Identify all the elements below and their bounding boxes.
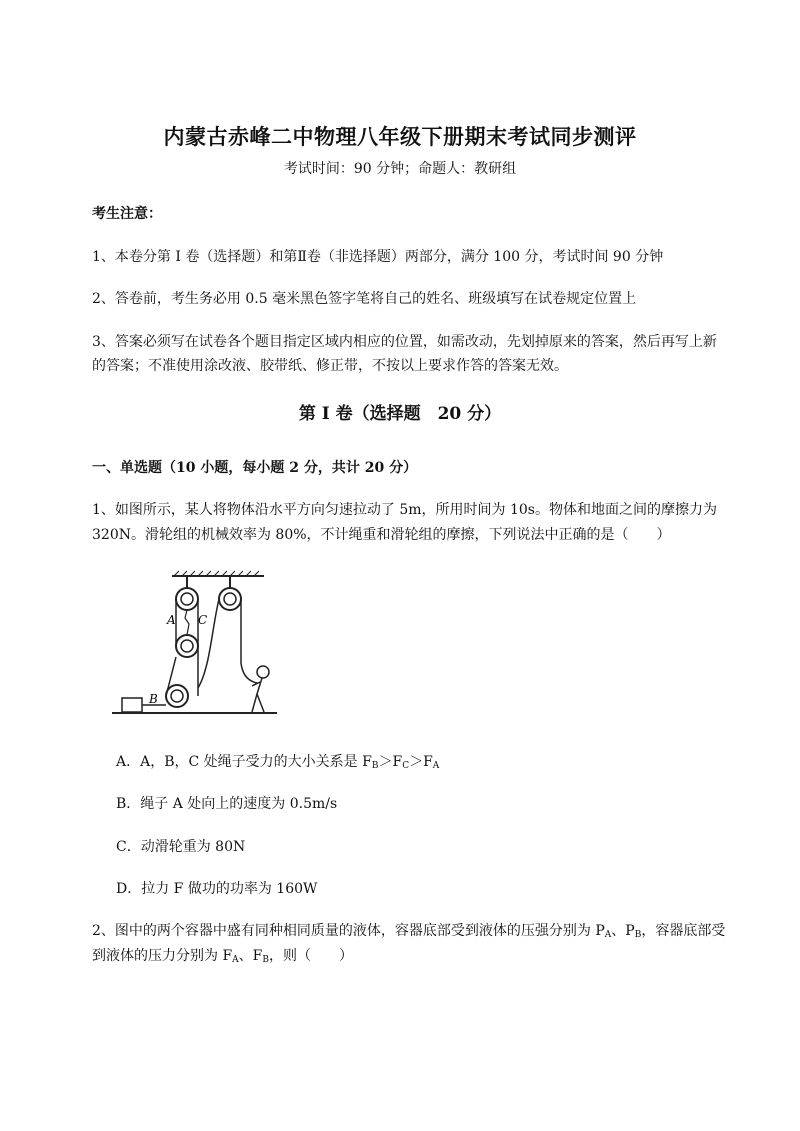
option-a-gt-1: ＞F — [378, 754, 403, 770]
label-a: A — [167, 613, 176, 627]
q2-sub-fa: A — [232, 955, 239, 965]
q2-line1-tail: ，容器底部受 — [641, 923, 726, 939]
question-1-line-1: 1、如图所示，某人将物体沿水平方向匀速拉动了 5m，所用时间为 10s。物体和地面之间的摩擦力为 — [92, 502, 717, 518]
notice-item-2: 2、答卷前，考生务必用 0.5 毫米黑色签字笔将自己的姓名、班级填写在试卷规定位置上 — [92, 291, 637, 307]
label-b: B — [149, 692, 158, 706]
notice-heading: 考生注意： — [92, 206, 162, 222]
q2-sub-pa: A — [604, 930, 612, 940]
page-title: 内蒙古赤峰二中物理八年级下册期末考试同步测评 — [163, 124, 637, 149]
q2-line1-mid: 、P — [611, 923, 635, 939]
subscript-b: B — [371, 761, 379, 771]
option-a[interactable] — [116, 751, 439, 771]
notice-item-1: 1、本卷分第 I 卷（选择题）和第Ⅱ卷（非选择题）两部分，满分 100 分，考试时间 90 分钟 — [92, 249, 664, 265]
notice-item-3: 3、答案必须写在试卷各个题目指定区域内相应的位置，如需改动，先划掉原来的答案，然后再写上新 — [92, 334, 717, 350]
notice-item-3-cont: 的答案；不准使用涂改液、胶带纸、修正带，不按以上要求作答的答案无效。 — [92, 358, 568, 374]
subscript-c: C — [402, 761, 410, 771]
q2-line2-tail: ，则（ ） — [269, 948, 354, 964]
section-title: 第 I 卷（选择题 20 分） — [298, 404, 502, 424]
label-c: C — [198, 613, 208, 627]
question-2-line-2 — [92, 945, 353, 965]
q2-sub-fb: B — [262, 955, 270, 965]
option-c[interactable]: C．动滑轮重为 80N — [116, 839, 246, 855]
q2-line1-text: 2、图中的两个容器中盛有同种相同质量的液体，容器底部受到液体的压强分别为 P — [92, 923, 605, 939]
subscript-a: A — [432, 761, 440, 771]
q2-line2-mid: 、F — [238, 948, 263, 964]
q2-sub-pb: B — [634, 930, 642, 940]
option-a-text: A．A，B，C 处绳子受力的大小关系是 F — [116, 754, 372, 770]
option-d[interactable]: D．拉力 F 做功的功率为 160W — [116, 881, 318, 897]
q2-line2-text: 到液体的压力分别为 F — [92, 948, 233, 964]
question-2-line-1 — [92, 920, 725, 940]
option-b[interactable]: B．绳子 A 处向上的速度为 0.5m/s — [116, 796, 338, 812]
part-heading: 一、单选题（10 小题，每小题 2 分，共计 20 分） — [92, 460, 418, 476]
option-a-gt-2: ＞F — [409, 754, 433, 770]
pulley-diagram — [112, 568, 282, 718]
question-1-line-2: 320N。滑轮组的机械效率为 80%，不计绳重和滑轮组的摩擦，下列说法中正确的是（ ） — [92, 527, 671, 543]
exam-info: 考试时间：90 分钟；命题人：教研组 — [283, 161, 517, 177]
